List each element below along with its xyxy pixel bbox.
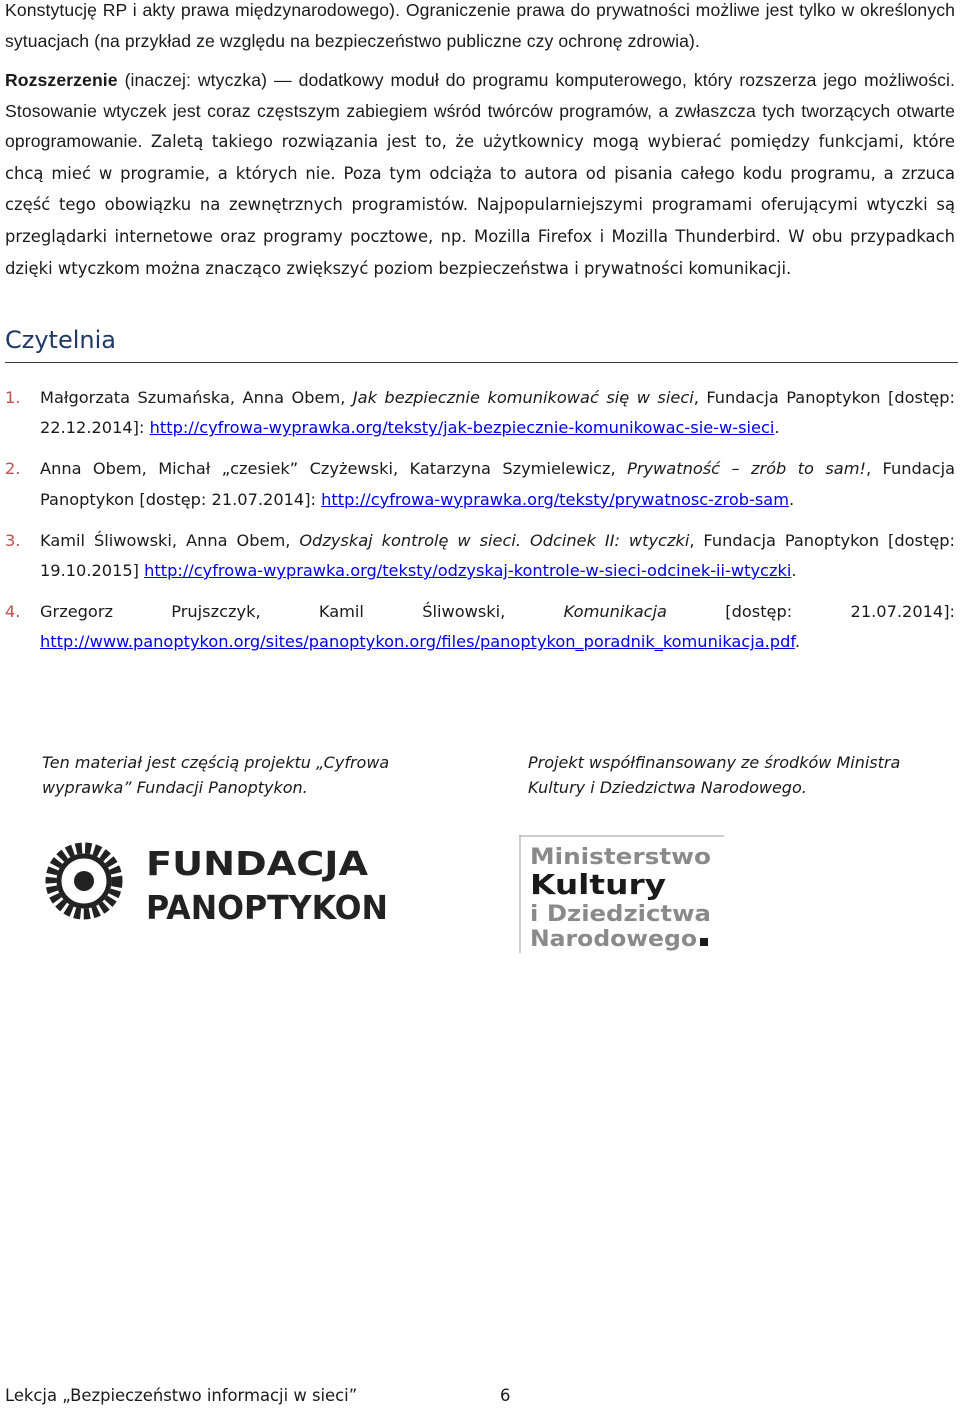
reference-details: , Fundacja Panoptykon [dostęp: 19.10.2015] bbox=[40, 530, 956, 581]
page-number: 6 bbox=[500, 1386, 511, 1405]
logo-square-mark bbox=[700, 938, 708, 946]
reference-number: 3. bbox=[5, 530, 21, 550]
footer-lesson-title: Lekcja „Bezpieczeństwo informacji w sieci” bbox=[5, 1386, 358, 1405]
logo-narodowego-text: Narodowego bbox=[530, 927, 697, 952]
reference-item bbox=[5, 383, 955, 443]
reference-link[interactable]: http://cyfrowa-wyprawka.org/teksty/prywatnosc-zrob-sam bbox=[321, 489, 789, 509]
reference-authors: Kamil Śliwowski, Anna Obem, bbox=[40, 530, 300, 550]
reference-number: 2. bbox=[5, 459, 21, 479]
reference-details: [dostęp: 21.07.2014]: bbox=[666, 602, 955, 622]
fundacja-panoptykon-logo bbox=[38, 835, 398, 925]
paragraph-plugins-part-b: Zaletą takiego rozwiązania jest to, że użytkownicy mogą wybierać pomiędzy funkcjami, które chcą mieć w programie, a których nie. Poza tym odciąża to autora od pisania całego kodu programu, a zrzuca część tego obowiązku na zewnętrznych programistów. Najpopularniejszymi programami oferującymi wtyczki są przeglądarki internetowe oraz programy pocztowe, np. Mozilla Firefox i Mozilla Thunderbird. W obu przypadkach dzięki wtyczkom można znacząco zwiększyć poziom bezpieczeństwa i prywatności komunikacji. bbox=[5, 132, 956, 278]
reference-number: 1. bbox=[5, 388, 21, 407]
reference-authors: Grzegorz Prujszczyk, Kamil Śliwowski, bbox=[40, 602, 564, 622]
paragraph-plugins-part-a: (inaczej: wtyczka) — dodatkowy moduł do programu komputerowego, który rozszerza jego możliwości. Stosowanie wtyczek jest coraz częstszym zabiegiem wśród twórców programów, a zwłaszcza tych tworzących otwarte oprogramowanie. bbox=[5, 70, 955, 152]
gear-ring-icon bbox=[51, 848, 117, 914]
reference-authors: Małgorzata Szumańska, Anna Obem, bbox=[40, 388, 353, 407]
term-rozszerzenie: Rozszerzenie bbox=[5, 70, 118, 90]
ministerstwo-kultury-logo bbox=[519, 835, 724, 953]
logo-dziedzictwa-text: i Dziedzictwa bbox=[530, 902, 711, 927]
reference-end: . bbox=[774, 418, 780, 438]
logo-fundacja-text: FUNDACJA bbox=[146, 844, 369, 883]
section-heading-czytelnia: Czytelnia bbox=[5, 326, 958, 363]
reference-details: , Fundacja Panoptykon [dostęp: 22.12.2014]: bbox=[40, 388, 955, 438]
reference-end: . bbox=[788, 489, 795, 509]
logo-ministerstwo-text: Ministerstwo bbox=[530, 845, 711, 870]
reference-link[interactable]: http://cyfrowa-wyprawka.org/teksty/jak-bezpiecznie-komunikowac-sie-w-sieci bbox=[149, 418, 775, 438]
reference-list bbox=[5, 383, 955, 669]
reference-item bbox=[5, 597, 955, 657]
paragraph-plugins bbox=[5, 65, 955, 284]
reference-title: Komunikacja bbox=[563, 602, 667, 622]
reference-link[interactable]: http://www.panoptykon.org/sites/panoptykon.org/files/panoptykon_poradnik_komunikacja.pdf bbox=[40, 632, 795, 652]
reference-item bbox=[5, 526, 955, 586]
reference-title: Jak bezpiecznie komunikować się w sieci bbox=[352, 388, 694, 407]
reference-number: 4. bbox=[5, 602, 21, 622]
logo-panoptykon-text: PANOPTYKON bbox=[146, 888, 388, 925]
reference-details: , Fundacja Panoptykon [dostęp: 21.07.2014]: bbox=[40, 459, 955, 509]
reference-authors: Anna Obem, Michał „czesiek” Czyżewski, Katarzyna Szymielewicz, bbox=[40, 459, 628, 479]
reference-end: . bbox=[791, 561, 797, 581]
reference-title: Odzyskaj kontrolę w sieci. Odcinek II: wtyczki bbox=[299, 530, 690, 550]
paragraph-intro: Konstytucję RP i akty prawa międzynarodowego). Ograniczenie prawa do prywatności możliwe jest tylko w określonych sytuacjach (na przykład ze względu na bezpieczeństwo publiczne czy ochronę zdrowia). bbox=[5, 0, 955, 51]
reference-end: . bbox=[794, 632, 801, 652]
reference-title: Prywatność – zrób to sam! bbox=[627, 459, 866, 479]
reference-link[interactable]: http://cyfrowa-wyprawka.org/teksty/odzyskaj-kontrole-w-sieci-odcinek-ii-wtyczki bbox=[144, 561, 792, 581]
project-note: Ten materiał jest częścią projektu „Cyfrowa wyprawka” Fundacji Panoptykon. bbox=[42, 753, 390, 797]
page-footer bbox=[5, 1386, 511, 1405]
funding-note: Projekt współfinansowany ze środków Ministra Kultury i Dziedzictwa Narodowego. bbox=[528, 753, 901, 797]
reference-item bbox=[5, 454, 955, 514]
logo-kultury-text: Kultury bbox=[530, 868, 666, 901]
